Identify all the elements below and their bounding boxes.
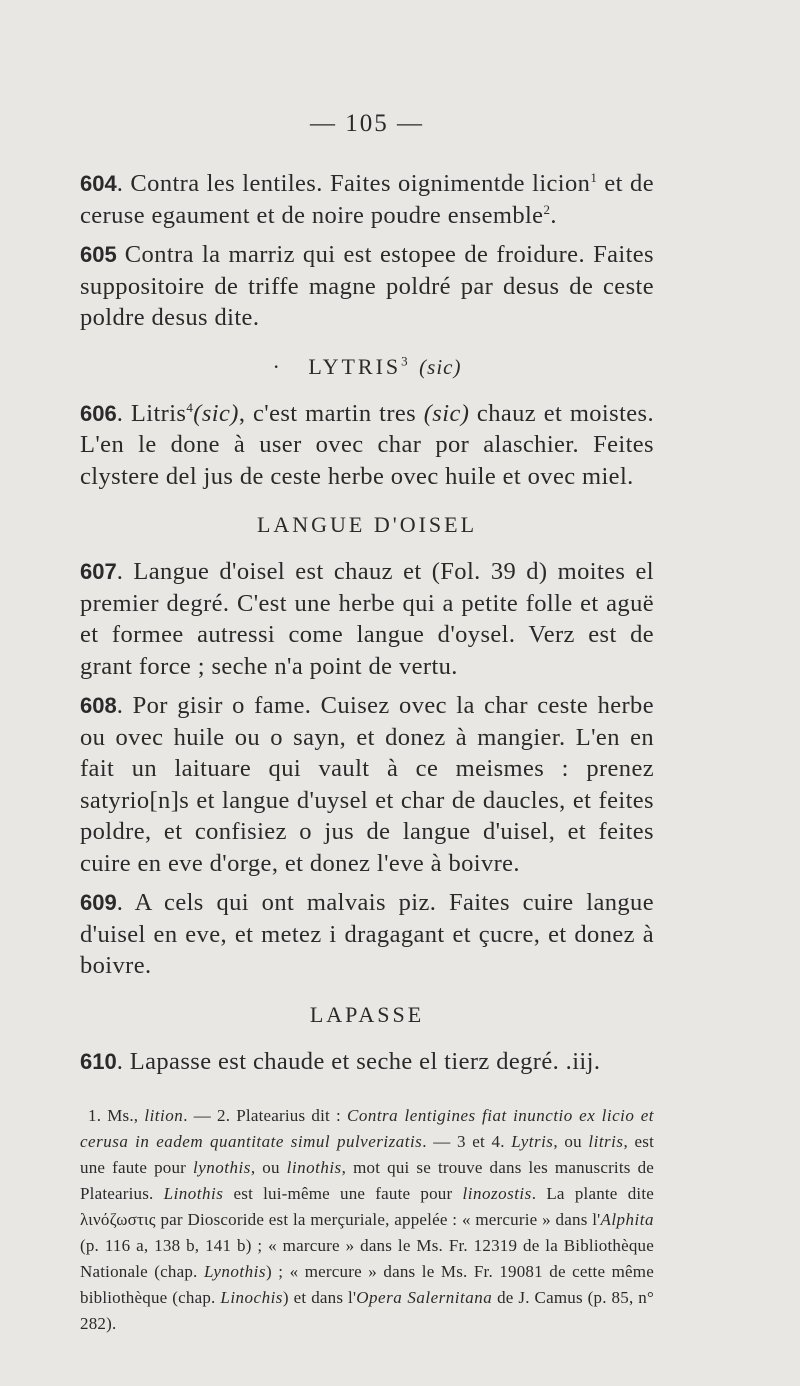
footnote-italic: Opera Salernitana — [356, 1288, 493, 1307]
footnote-text: , ou — [250, 1158, 287, 1177]
entry-607 — [80, 556, 654, 682]
sic-note: (sic) — [193, 399, 239, 427]
footnote-text: de J. Camus (p. 85, n° 282). — [80, 1288, 654, 1333]
entry-605 — [80, 239, 654, 334]
entry-606 — [80, 398, 654, 493]
footnote-ref: 1 — [590, 169, 598, 185]
entry-text: . Contra les lentiles. Faites oignimentde licion — [116, 170, 591, 197]
footnote-text: , est une faute pour — [80, 1132, 655, 1177]
footnote-text: , mot qui se trouve dans les manuscrits de Platearius. — [80, 1158, 655, 1203]
section-heading-langue-doisel: LANGUE D'OISEL — [256, 512, 478, 537]
footnote-italic: lynothis — [193, 1158, 251, 1177]
heading-title: LYTRIS — [308, 353, 402, 379]
entry-number: 608 — [80, 693, 117, 718]
entry-text: . Langue d'oisel est chauz et (Fol. 39 d) moites el premier degré. C'est une herbe qui a petite folle et aguë et formee autressi come langue d'oysel. Verz est de grant force ; seche n'a point de vertu. — [80, 558, 654, 680]
entry-609 — [80, 887, 654, 982]
footnote-text: ) ; « mercure » dans le Ms. Fr. 19081 de cette même bibliothèque (chap. — [80, 1262, 654, 1307]
entry-text: . — [550, 201, 557, 229]
footnote-ref: 3 — [401, 353, 411, 369]
entry-number: 606 — [80, 400, 117, 426]
footnote-text: 1. Ms., — [88, 1106, 145, 1125]
entry-604 — [80, 168, 654, 231]
entry-text: chauz et moistes. L'en le done à user ovec char por alaschier. Feites clystere del jus de ceste herbe ovec huile et ovec miel. — [80, 399, 655, 490]
footnote-text: . La plante dite λινόζωστις par Dioscoride est la merçuriale, appelée : « mercurie » dans l' — [80, 1184, 654, 1229]
entry-text: . A cels qui ont malvais piz. Faites cuire langue d'uisel en eve, et metez i dragagant et çucre, et donez à boivre. — [80, 889, 654, 979]
footnote-italic: Lytris — [511, 1132, 554, 1151]
sic-note: (sic) — [423, 399, 470, 427]
footnote-italic: linozostis — [462, 1184, 532, 1203]
entry-text: , c'est martin tres — [238, 399, 424, 427]
entry-number: 607 — [80, 559, 117, 584]
footnote-text: . — 2. Platearius dit : — [183, 1106, 347, 1125]
footnote-italic: lition — [144, 1106, 184, 1125]
footnote-text: , ou — [553, 1132, 589, 1151]
section-heading-lapasse: LAPASSE — [309, 1001, 425, 1027]
footnote-text: . — 3 et 4. — [422, 1132, 512, 1151]
footnote-ref: 2 — [543, 201, 551, 217]
footnote-ref: 4 — [186, 399, 194, 415]
entry-number: 610 — [80, 1048, 117, 1074]
footnote-text: ) et dans l' — [282, 1288, 357, 1307]
footnote-text: est lui-même une faute pour — [223, 1184, 463, 1203]
footnote-italic: Linochis — [220, 1288, 283, 1307]
entry-text: . Por gisir o fame. Cuisez ovec la char ceste herbe ou ovec huile ou o sayn, et donez à mangier. L'en en fait un laituare qui vault à ce meismes : prenez satyrio[n]s et langue d'uysel et char de daucles, et feites poldre, et confisiez o jus de langue d'uisel, et feites cuire en eve d'orge, et donez l'eve à boivre. — [80, 692, 654, 877]
entry-number: 609 — [80, 890, 117, 915]
entry-text: Contra la marriz qui est estopee de froidure. Faites suppositoire de triffe magne poldré par desus de ceste poldre desus dite. — [80, 241, 654, 331]
section-heading-lytris — [80, 354, 654, 380]
footnote-text: (p. 116 a, 138 b, 141 b) ; « marcure » dans le Ms. Fr. 12319 de la Bibliothèque Nationale (chap. — [80, 1236, 654, 1281]
footnote-italic: Alphita — [600, 1210, 654, 1229]
footnote-italic: linothis — [286, 1158, 342, 1177]
entry-number: 605 — [80, 242, 117, 267]
entry-text: et de ceruse egaument et de noire poudre ensemble — [80, 170, 654, 229]
footnote-italic: Contra lentigines fiat inunctio ex licio et cerusa in eadem quantitate simul pulverizatis — [80, 1106, 654, 1151]
entry-608 — [80, 690, 654, 879]
entry-number: 604 — [80, 171, 117, 196]
entry-610 — [80, 1046, 654, 1078]
footnotes — [80, 1103, 654, 1337]
footnote-italic: litris — [588, 1132, 624, 1151]
heading-note: (sic) — [419, 354, 462, 379]
entry-text: . Litris — [116, 399, 187, 427]
footnote-italic: Lynothis — [203, 1262, 266, 1281]
heading-bullet: · — [272, 353, 283, 379]
entry-text: . Lapasse est chaude et seche el tierz degré. .iij. — [116, 1047, 601, 1075]
page-number: — 105 — — [310, 110, 424, 137]
footnote-italic: Linothis — [163, 1184, 224, 1203]
